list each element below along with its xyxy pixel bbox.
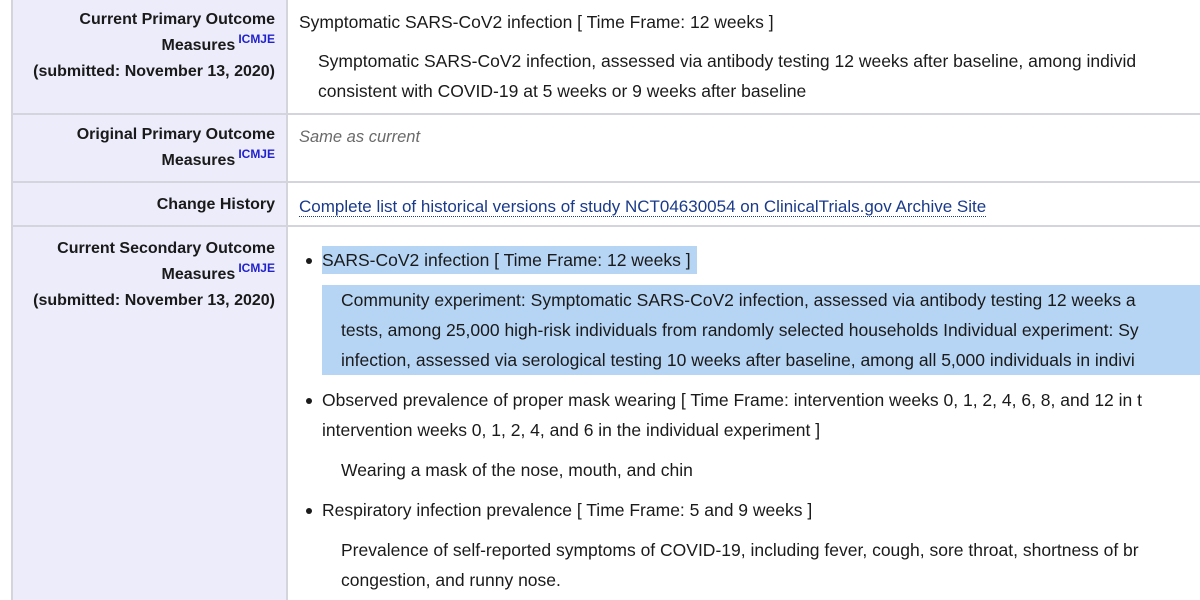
outcome-description: Wearing a mask of the nose, mouth, and chin — [341, 460, 693, 480]
row-label — [12, 182, 287, 226]
submitted-date: (submitted: November 13, 2020) — [33, 63, 275, 80]
outcome-title: Respiratory infection prevalence [ Time Frame: 5 and 9 weeks ] — [322, 500, 813, 520]
row-label — [12, 226, 287, 600]
list-item — [288, 495, 1200, 525]
list-item — [288, 245, 1200, 275]
row-change-history — [12, 182, 1200, 226]
row-value — [287, 182, 1200, 226]
outcome-title: SARS-CoV2 infection [ Time Frame: 12 weeks ] — [322, 246, 697, 274]
icmje-tag[interactable]: ICMJE — [238, 147, 275, 161]
outcome-title: intervention weeks 0, 1, 2, 4, and 6 in the individual experiment ] — [322, 420, 821, 440]
submitted-date: (submitted: November 13, 2020) — [33, 292, 275, 309]
history-archive-link[interactable]: Complete list of historical versions of study NCT04630054 on ClinicalTrials.gov Archive Site — [299, 197, 987, 216]
label-line: Current Secondary Outcome — [57, 240, 275, 257]
row-value — [287, 114, 1200, 182]
outcome-description: Prevalence of self-reported symptoms of COVID-19, including fever, cough, sore throat, shortness of br — [341, 540, 1139, 560]
outcome-description: Community experiment: Symptomatic SARS-CoV2 infection, assessed via antibody testing 12 weeks a — [341, 290, 1136, 310]
row-value — [287, 226, 1200, 600]
row-current-secondary-outcome — [12, 226, 1200, 600]
row-value — [287, 0, 1200, 114]
bullet-dot-icon — [306, 398, 312, 404]
label-line: Original Primary Outcome — [76, 126, 275, 143]
row-original-primary-outcome — [12, 114, 1200, 182]
outcome-description: congestion, and runny nose. — [341, 570, 561, 590]
outcome-description: tests, among 25,000 high-risk individuals from randomly selected households Individual experiment: Sy — [341, 320, 1139, 340]
row-current-primary-outcome — [12, 0, 1200, 114]
label-line: Measures — [161, 152, 236, 169]
icmje-tag[interactable]: ICMJE — [238, 261, 275, 275]
label-line: Current Primary Outcome — [79, 11, 275, 28]
bullet-dot-icon — [306, 508, 312, 514]
row-label — [12, 0, 287, 114]
outcome-description: consistent with COVID-19 at 5 weeks or 9 weeks after baseline — [318, 81, 807, 101]
label-line: Measures — [161, 266, 236, 283]
label-line: Measures — [161, 37, 236, 54]
study-details-table — [11, 0, 1200, 600]
label-line: Change History — [156, 196, 275, 213]
outcome-description: Symptomatic SARS-CoV2 infection, assessed via antibody testing 12 weeks after baseline, among individ — [318, 51, 1137, 71]
outcome-description: infection, assessed via serological testing 10 weeks after baseline, among all 5,000 individuals in indivi — [341, 350, 1135, 370]
list-item — [288, 385, 1200, 445]
outcome-description-selected — [322, 285, 1200, 375]
bullet-dot-icon — [306, 258, 312, 264]
outcome-title: Symptomatic SARS-CoV2 infection [ Time Frame: 12 weeks ] — [299, 12, 774, 32]
icmje-tag[interactable]: ICMJE — [238, 32, 275, 46]
row-label — [12, 114, 287, 182]
same-as-current-text: Same as current — [299, 128, 421, 146]
outcome-title: Observed prevalence of proper mask wearing [ Time Frame: intervention weeks 0, 1, 2, 4, 6, 8, and 12 in t — [322, 390, 1142, 410]
